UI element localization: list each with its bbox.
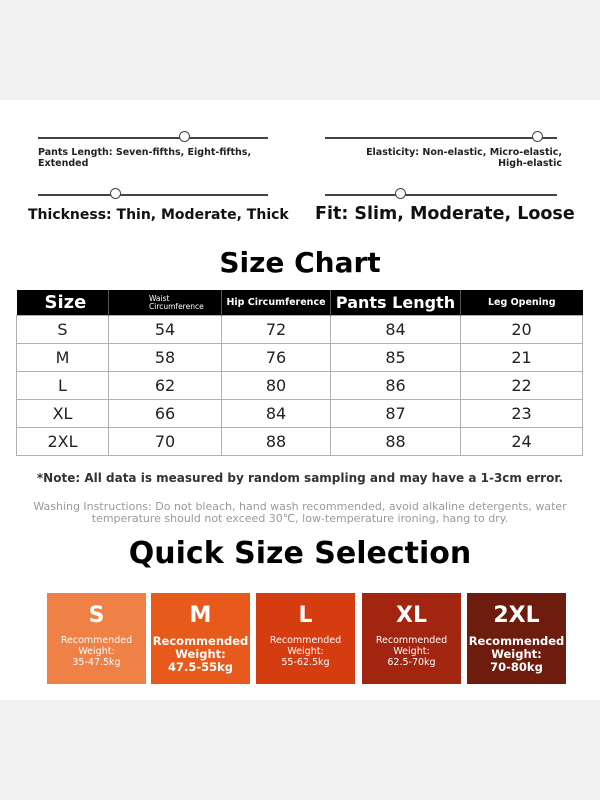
pants-length-label: Pants Length: Seven-fifths, Eight-fifths, Extended xyxy=(38,147,252,169)
recommended-label: Recommended Weight: xyxy=(375,635,448,657)
slider-track xyxy=(325,194,557,196)
size-card-2xl xyxy=(467,593,566,684)
cell-leg-opening: 20 xyxy=(461,316,583,344)
cell-leg-opening: 21 xyxy=(461,344,583,372)
cell-size: S xyxy=(17,316,109,344)
size-letter: M xyxy=(189,603,212,628)
size-chart-table xyxy=(16,290,583,456)
size-letter: L xyxy=(298,603,313,628)
table-row xyxy=(17,372,583,400)
size-card-xl xyxy=(362,593,461,684)
recommended-label: Recommended Weight: xyxy=(269,635,342,657)
cell-waist: 70 xyxy=(109,428,222,456)
cell-length: 87 xyxy=(331,400,461,428)
cell-length: 88 xyxy=(331,428,461,456)
weight-range: 35-47.5kg xyxy=(72,657,121,668)
size-card-s xyxy=(47,593,146,684)
recommended-label: Recommended Weight: xyxy=(60,635,133,657)
slider-knob xyxy=(395,188,406,199)
recommended-label: Recommended Weight: xyxy=(468,634,565,661)
cell-hip: 80 xyxy=(222,372,331,400)
size-letter: XL xyxy=(396,603,427,628)
table-row xyxy=(17,428,583,456)
table-row xyxy=(17,344,583,372)
weight-range: 70-80kg xyxy=(490,660,543,674)
weight-range: 55-62.5kg xyxy=(281,657,330,668)
cell-waist: 62 xyxy=(109,372,222,400)
table-header-row xyxy=(17,290,583,316)
cell-waist: 58 xyxy=(109,344,222,372)
cell-length: 85 xyxy=(331,344,461,372)
cell-length: 86 xyxy=(331,372,461,400)
cell-hip: 72 xyxy=(222,316,331,344)
size-letter: S xyxy=(88,603,105,628)
col-header-pants-length: Pants Length xyxy=(331,290,461,316)
col-header-leg-opening: Leg Opening xyxy=(461,290,583,316)
weight-range: 62.5-70kg xyxy=(387,657,436,668)
slider-track xyxy=(325,137,557,139)
size-chart-title: Size Chart xyxy=(219,246,381,279)
cell-leg-opening: 23 xyxy=(461,400,583,428)
cell-size: M xyxy=(17,344,109,372)
col-header-hip: Hip Circumference xyxy=(222,290,331,316)
col-header-waist: Waist Circumference xyxy=(109,290,222,316)
cell-size: 2XL xyxy=(17,428,109,456)
recommended-label: Recommended Weight: xyxy=(152,634,249,661)
cell-waist: 54 xyxy=(109,316,222,344)
col-header-size: Size xyxy=(17,290,109,316)
weight-range: 47.5-55kg xyxy=(167,660,234,674)
fit-label: Fit: Slim, Moderate, Loose xyxy=(315,204,575,224)
table-row xyxy=(17,400,583,428)
size-card-l xyxy=(256,593,355,684)
cell-leg-opening: 24 xyxy=(461,428,583,456)
cell-hip: 84 xyxy=(222,400,331,428)
thickness-label: Thickness: Thin, Moderate, Thick xyxy=(28,207,289,223)
cell-size: XL xyxy=(17,400,109,428)
slider-track xyxy=(38,194,268,196)
slider-track xyxy=(38,137,268,139)
cell-waist: 66 xyxy=(109,400,222,428)
cell-hip: 88 xyxy=(222,428,331,456)
measurement-note: *Note: All data is measured by random sampling and may have a 1-3cm error. xyxy=(36,471,564,485)
slider-knob xyxy=(532,131,543,142)
cell-size: L xyxy=(17,372,109,400)
washing-instructions: Washing Instructions: Do not bleach, hand wash recommended, avoid alkaline detergents, water temperature should not exceed 30℃, low-temperature ironing, hang to dry. xyxy=(33,500,567,525)
table-row xyxy=(17,316,583,344)
cell-leg-opening: 22 xyxy=(461,372,583,400)
cell-length: 84 xyxy=(331,316,461,344)
slider-knob xyxy=(179,131,190,142)
size-letter: 2XL xyxy=(493,603,540,628)
size-card-m xyxy=(151,593,250,684)
slider-knob xyxy=(110,188,121,199)
quick-size-title: Quick Size Selection xyxy=(128,536,472,571)
elasticity-label: Elasticity: Non-elastic, Micro-elastic, High-elastic xyxy=(366,147,562,169)
product-info-card xyxy=(0,100,600,700)
cell-hip: 76 xyxy=(222,344,331,372)
